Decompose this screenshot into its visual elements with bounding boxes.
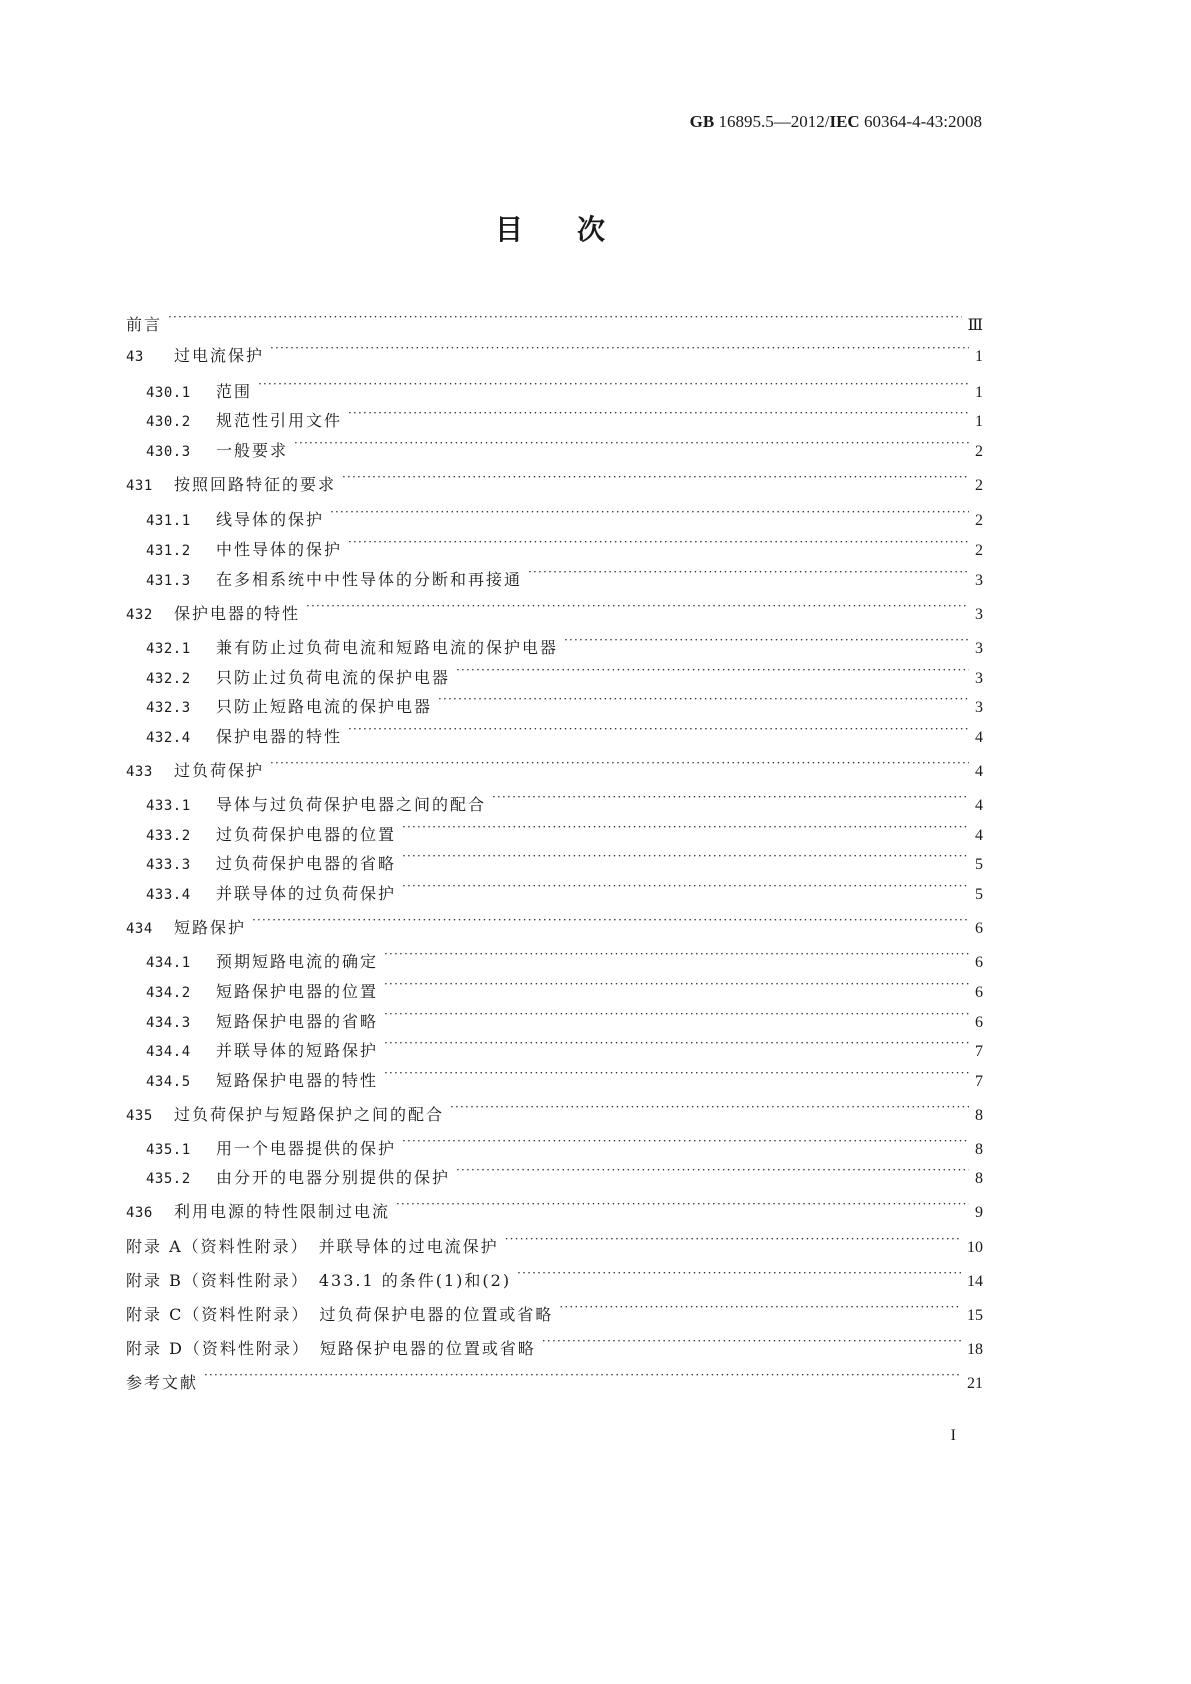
toc-entry-page: 3 — [975, 606, 983, 623]
toc-entry-number: 434.2 — [146, 985, 191, 1001]
toc-entry-number: 431 — [126, 478, 153, 494]
toc-entry-title: 短路保护电器的省略 — [216, 1012, 379, 1031]
toc-entry-page: 6 — [975, 954, 983, 971]
toc-entry[interactable] — [146, 1128, 983, 1158]
toc-entry-number: 431.2 — [146, 543, 191, 559]
toc-entry-title: 范围 — [216, 382, 253, 401]
toc-entry-page: 8 — [975, 1141, 983, 1158]
toc-entry-title: 线导体的保护 — [216, 510, 325, 529]
toc-entry-page: 14 — [967, 1273, 983, 1290]
toc-entry[interactable] — [146, 559, 983, 589]
dot-leader — [456, 1157, 969, 1183]
dot-leader — [204, 1362, 961, 1388]
toc-entry-page: 4 — [975, 729, 983, 746]
toc-entry-page: 3 — [975, 699, 983, 716]
toc-entry-page: 3 — [975, 670, 983, 687]
toc-entry-title: 过电流保护 — [174, 346, 265, 365]
toc-entry-title: 一般要求 — [216, 441, 289, 460]
dot-leader — [306, 593, 969, 619]
toc-entry[interactable] — [126, 464, 983, 494]
toc-entry-title: 预期短路电流的确定 — [216, 952, 379, 971]
toc-entry-number: 436 — [126, 1205, 153, 1221]
dot-leader — [402, 873, 969, 899]
iec-number: 60364-4-43:2008 — [859, 112, 982, 131]
dot-leader — [542, 1328, 961, 1354]
toc-entry-page: 6 — [975, 984, 983, 1001]
dot-leader — [384, 941, 969, 967]
toc-entry-title: 附录 B（资料性附录） 433.1 的条件(1)和(2) — [126, 1271, 512, 1290]
toc-entry-number: 432.3 — [146, 700, 191, 716]
toc-entry-title: 中性导体的保护 — [216, 540, 343, 559]
toc-entry-page: 10 — [967, 1239, 983, 1256]
toc-entry-page: 9 — [975, 1204, 983, 1221]
toc-entry-title: 规范性引用文件 — [216, 411, 343, 430]
toc-entry[interactable] — [146, 971, 983, 1001]
toc-entry[interactable] — [126, 1260, 983, 1290]
dot-leader — [168, 304, 962, 330]
gb-number: 16895.5—2012/ — [714, 112, 830, 131]
toc-entry-title: 过负荷保护与短路保护之间的配合 — [174, 1105, 445, 1124]
toc-entry[interactable] — [146, 686, 983, 716]
toc-entry[interactable] — [146, 400, 983, 430]
toc-entry-title: 兼有防止过负荷电流和短路电流的保护电器 — [216, 638, 559, 657]
dot-leader — [384, 1030, 969, 1056]
toc-entry-number: 434.4 — [146, 1044, 191, 1060]
toc-entry-number: 431.3 — [146, 573, 191, 589]
toc-entry-number: 433 — [126, 764, 153, 780]
toc-entry-title: 短路保护电器的位置 — [216, 982, 379, 1001]
toc-entry[interactable] — [146, 716, 983, 746]
toc-entry-page: 2 — [975, 542, 983, 559]
toc-entry[interactable] — [126, 1094, 983, 1124]
toc-entry[interactable] — [126, 335, 983, 365]
toc-entry-number: 434 — [126, 921, 153, 937]
toc-entry-number: 432.1 — [146, 641, 191, 657]
dot-leader — [517, 1260, 961, 1286]
toc-entry-page: 4 — [975, 763, 983, 780]
toc-entry-title: 用一个电器提供的保护 — [216, 1139, 397, 1158]
dot-leader — [528, 559, 969, 585]
toc-entry-number: 432.2 — [146, 671, 191, 687]
toc-entry-page: 1 — [975, 348, 983, 365]
toc-entry[interactable] — [146, 529, 983, 559]
toc-entry[interactable] — [146, 1030, 983, 1060]
toc-entry-page: 1 — [975, 384, 983, 401]
gb-label: GB — [689, 112, 715, 131]
toc-entry-title: 由分开的电器分别提供的保护 — [216, 1168, 451, 1187]
dot-leader — [402, 843, 969, 869]
toc-entry-title: 附录 A（资料性附录） 并联导体的过电流保护 — [126, 1237, 499, 1256]
toc-entry[interactable] — [146, 873, 983, 903]
dot-leader — [492, 784, 969, 810]
toc-entry-title: 并联导体的过负荷保护 — [216, 884, 397, 903]
toc-entry[interactable] — [126, 1328, 983, 1358]
toc-entry-title: 过负荷保护电器的省略 — [216, 854, 397, 873]
toc-entry-number: 433.3 — [146, 857, 191, 873]
toc-entry-number: 433.4 — [146, 887, 191, 903]
toc-entry[interactable] — [146, 941, 983, 971]
toc-entry[interactable] — [126, 907, 983, 937]
toc-entry-page: 6 — [975, 920, 983, 937]
toc-entry-title: 并联导体的短路保护 — [216, 1041, 379, 1060]
toc-entry-title: 过负荷保护电器的位置 — [216, 825, 397, 844]
iec-label: IEC — [829, 112, 860, 131]
dot-leader — [396, 1191, 969, 1217]
toc-entry-number: 432 — [126, 607, 153, 623]
toc-entry-number: 435.2 — [146, 1171, 191, 1187]
toc-entry-number: 434.3 — [146, 1015, 191, 1031]
toc-entry-number: 43 — [126, 349, 144, 365]
toc-entry-title: 在多相系统中中性导体的分断和再接通 — [216, 570, 523, 589]
toc-entry[interactable] — [126, 304, 983, 334]
toc-entry[interactable] — [146, 1157, 983, 1187]
toc-entry-page: 4 — [975, 797, 983, 814]
dot-leader — [384, 971, 969, 997]
toc-entry-title: 利用电源的特性限制过电流 — [174, 1202, 391, 1221]
dot-leader — [330, 499, 969, 525]
toc-entry[interactable] — [126, 1294, 983, 1324]
toc-entry-page: Ⅲ — [967, 317, 983, 334]
dot-leader — [348, 716, 969, 742]
toc-entry[interactable] — [146, 627, 983, 657]
toc-entry-page: 8 — [975, 1107, 983, 1124]
toc-entry-page: 6 — [975, 1014, 983, 1031]
toc-entry-page: 1 — [975, 413, 983, 430]
toc-entry-page: 15 — [967, 1307, 983, 1324]
toc-entry-number: 433.1 — [146, 798, 191, 814]
toc-entry-title: 只防止短路电流的保护电器 — [216, 697, 433, 716]
page-title: 目次 — [494, 213, 659, 246]
dot-leader — [252, 907, 969, 933]
page-number: I — [950, 1427, 956, 1444]
dot-leader — [270, 750, 969, 776]
toc-entry[interactable] — [146, 843, 983, 873]
dot-leader — [564, 627, 969, 653]
toc-entry-page: 18 — [967, 1341, 983, 1358]
toc-entry-number: 430.1 — [146, 385, 191, 401]
toc-entry-page: 21 — [967, 1375, 983, 1392]
dot-leader — [505, 1226, 961, 1252]
toc-entry-page: 3 — [975, 640, 983, 657]
dot-leader — [384, 1060, 969, 1086]
toc-entry-title: 参考文献 — [126, 1373, 199, 1392]
toc-entry-title: 短路保护电器的特性 — [216, 1071, 379, 1090]
dot-leader — [348, 400, 969, 426]
toc-entry-number: 431.1 — [146, 513, 191, 529]
toc-entry-number: 430.2 — [146, 414, 191, 430]
toc-entry-title: 短路保护 — [174, 918, 247, 937]
toc-entry[interactable] — [146, 657, 983, 687]
toc-entry-page: 4 — [975, 827, 983, 844]
toc-entry[interactable] — [126, 750, 983, 780]
toc-entry-number: 430.3 — [146, 444, 191, 460]
toc-entry-number: 435.1 — [146, 1142, 191, 1158]
toc-entry[interactable] — [146, 784, 983, 814]
dot-leader — [438, 686, 969, 712]
toc-entry-page: 7 — [975, 1043, 983, 1060]
toc-entry[interactable] — [126, 1226, 983, 1256]
dot-leader — [342, 464, 969, 490]
dot-leader — [270, 335, 969, 361]
standard-number-header — [0, 112, 982, 132]
dot-leader — [402, 814, 969, 840]
toc-entry-number: 432.4 — [146, 730, 191, 746]
toc-entry-title: 保护电器的特性 — [174, 604, 301, 623]
toc-entry-page: 2 — [975, 477, 983, 494]
toc-entry[interactable] — [146, 371, 983, 401]
toc-entry[interactable] — [126, 593, 983, 623]
toc-entry-title: 前言 — [126, 315, 163, 334]
toc-entry-page: 7 — [975, 1073, 983, 1090]
toc-entry-number: 434.1 — [146, 955, 191, 971]
toc-entry-page: 8 — [975, 1170, 983, 1187]
toc-entry[interactable] — [146, 1001, 983, 1031]
dot-leader — [450, 1094, 969, 1120]
dot-leader — [384, 1001, 969, 1027]
toc-entry[interactable] — [146, 814, 983, 844]
toc-entry-title: 导体与过负荷保护电器之间的配合 — [216, 795, 487, 814]
dot-leader — [456, 657, 969, 683]
toc-entry-number: 433.2 — [146, 828, 191, 844]
toc-entry-title: 过负荷保护 — [174, 761, 265, 780]
toc-entry-page: 5 — [975, 856, 983, 873]
toc-entry[interactable] — [146, 1060, 983, 1090]
toc-entry[interactable] — [146, 499, 983, 529]
dot-leader — [559, 1294, 961, 1320]
toc-entry-page: 5 — [975, 886, 983, 903]
dot-leader — [402, 1128, 969, 1154]
toc-entry[interactable] — [126, 1191, 983, 1221]
dot-leader — [294, 430, 969, 456]
toc-entry-title: 附录 D（资料性附录） 短路保护电器的位置或省略 — [126, 1339, 536, 1358]
toc-entry-number: 434.5 — [146, 1074, 191, 1090]
toc-entry-page: 3 — [975, 572, 983, 589]
toc-entry-title: 附录 C（资料性附录） 过负荷保护电器的位置或省略 — [126, 1305, 554, 1324]
toc-entry-title: 只防止过负荷电流的保护电器 — [216, 668, 451, 687]
toc-entry-number: 435 — [126, 1108, 153, 1124]
toc-entry[interactable] — [126, 1362, 983, 1392]
dot-leader — [348, 529, 969, 555]
toc-entry-page: 2 — [975, 443, 983, 460]
toc-entry[interactable] — [146, 430, 983, 460]
toc-entry-page: 2 — [975, 512, 983, 529]
dot-leader — [258, 371, 969, 397]
toc-entry-title: 保护电器的特性 — [216, 727, 343, 746]
toc-entry-title: 按照回路特征的要求 — [174, 475, 337, 494]
